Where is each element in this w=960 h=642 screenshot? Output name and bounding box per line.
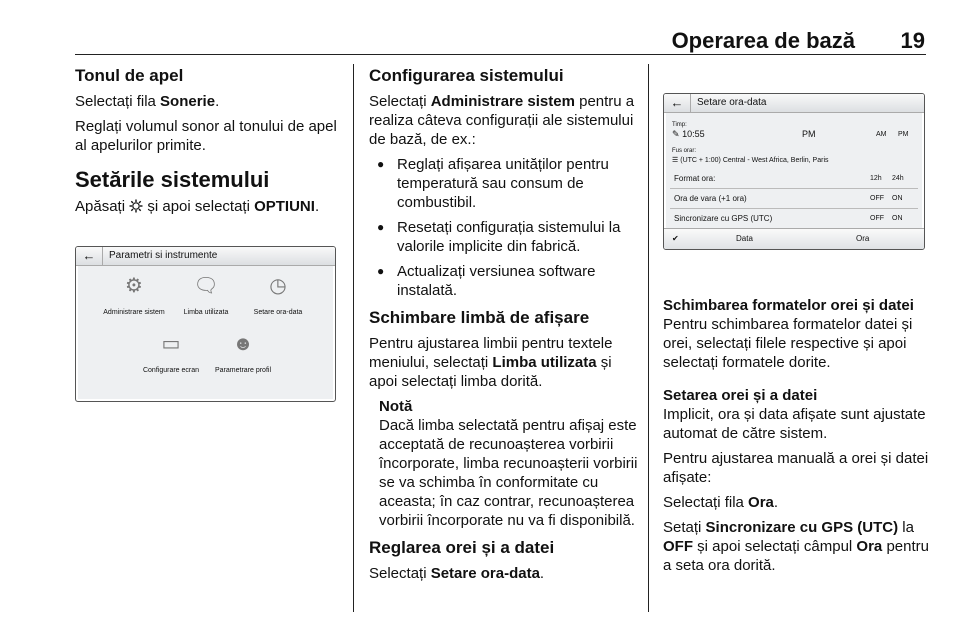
column-3 (663, 66, 935, 581)
tile-label: Administrare sistem (103, 309, 165, 316)
text: . (215, 93, 220, 110)
clock-icon: ◷ (269, 275, 287, 297)
term-off: OFF (663, 538, 693, 555)
text: Selectați fila (663, 494, 749, 511)
time-label: Timp: (672, 122, 687, 128)
checkmark-icon: ✔ (672, 234, 679, 243)
row-option-a: OFF (870, 195, 884, 202)
tile-label: Setare ora-data (253, 309, 303, 316)
tab-time: Ora (856, 234, 870, 243)
row-label: Ora de vara (+1 ora) (674, 194, 747, 203)
screen-title-bar (664, 94, 924, 113)
row-option-a: OFF (870, 215, 884, 222)
paragraph-formats: Pentru schimbarea formatelor datei și orei, selectați filele respective și apoi selectați formatele dorite. (663, 316, 913, 371)
text: la (898, 519, 914, 536)
text: Selectați (369, 93, 431, 110)
format-row (670, 170, 918, 189)
heading-set-time: Setarea orei și a datei (663, 387, 818, 404)
paragraph-select-time (369, 564, 641, 583)
text: Pentru ajustarea limbii pentru textele meniului, selectați (369, 335, 613, 371)
term-limba: Limba utilizata (492, 354, 597, 371)
term-sonerie: Sonerie (160, 93, 216, 110)
row-option-b: ON (892, 215, 903, 222)
text: . (314, 198, 320, 215)
text: pentru a realiza câteva configurații ale sistemului de bază, de ex.: (369, 93, 635, 148)
row-option-b: 24h (892, 175, 904, 182)
paragraph-select-tab (663, 493, 935, 512)
term-ora: Ora (748, 494, 774, 511)
list-item: ● Reglați afișarea unităților pentru temperatură sau consum de combustibil. (369, 155, 641, 212)
term-setare-ora: Setare ora-data (430, 565, 540, 582)
tile-system-admin (94, 277, 174, 322)
pm-option: PM (898, 131, 909, 138)
heading-system-config: Configurarea sistemului (369, 66, 564, 85)
row-label: Format ora: (674, 174, 716, 183)
row-option-b: ON (892, 195, 903, 202)
text: . (773, 494, 779, 511)
text: și apoi selectați limba dorită. (369, 354, 612, 390)
term-ora-field: Ora (856, 538, 883, 555)
speech-bubble-icon: 🗨 (193, 275, 219, 297)
timezone-label: Fus orar: (672, 148, 697, 154)
text: și apoi selectați câmpul (693, 538, 857, 555)
heading-ringtone: Tonul de apel (75, 66, 184, 85)
back-arrow-icon: ← (76, 247, 103, 265)
column-divider-1 (353, 64, 354, 612)
paragraph-gps-off (663, 518, 935, 575)
screen-footer (664, 228, 924, 249)
text: Selectați (369, 565, 431, 582)
paragraph-select-ringtone (75, 92, 347, 111)
note-body: Dacă limba selectată pentru afișaj este acceptată de recunoașterea vorbirii încorporate, limba recunoașterii vorbirii se va schimba în conformitate cu aceasta; în caz contrar, recunoașterea vorbirii încorporate nu va fi disponibilă. (379, 417, 638, 529)
screen-icon: ▭ (161, 333, 181, 355)
column-divider-2 (648, 64, 649, 612)
back-arrow-icon: ← (664, 94, 691, 112)
heading-formats: Schimbarea formatelor orei și datei (663, 297, 914, 314)
person-icon: ☻ (232, 333, 254, 355)
term-administrare: Administrare sistem (430, 93, 575, 110)
gear-icon (129, 198, 143, 215)
tab-date: Data (736, 234, 753, 243)
heading-system-settings: Setările sistemului (75, 167, 270, 192)
tile-language (166, 277, 246, 322)
column-1 (75, 66, 347, 402)
tile-label: Configurare ecran (142, 367, 200, 374)
tile-label: Parametrare profil (214, 367, 272, 374)
text: Selectați fila (75, 93, 161, 110)
list-item: ● Resetați configurația sistemului la valorile implicite din fabrică. (369, 218, 641, 256)
page-header (75, 28, 925, 52)
row-option-a: 12h (870, 175, 882, 182)
term-gps-sync: Sincronizare cu GPS (UTC) (705, 519, 899, 536)
list-icon: ☰ (672, 157, 679, 164)
screen-title-bar (76, 247, 335, 266)
paragraph-manual: Pentru ajustarea manuală a orei și datei afișate: (663, 450, 929, 486)
pm-value: PM (802, 129, 816, 139)
text: și apoi selectați (143, 198, 255, 215)
row-label: Sincronizare cu GPS (UTC) (674, 214, 773, 223)
tile-label: Limba utilizata (183, 309, 229, 316)
gps-sync-row (670, 210, 918, 229)
paragraph-language (369, 334, 641, 391)
tile-screen-config (131, 335, 211, 380)
time-value: 10:55 (682, 129, 705, 139)
paragraph-volume: Reglați volumul sonor al tonului de apel al apelurilor primite. (75, 118, 337, 154)
pencil-icon: ✎ (672, 129, 680, 139)
paragraph-default: Implicit, ora și data afișate sunt ajustate automat de către sistem. (663, 406, 926, 442)
paragraph-system-admin (369, 92, 641, 149)
settings-screen-image (75, 246, 336, 402)
text: Setați (663, 519, 706, 536)
time-date-screen-image (663, 93, 925, 250)
screen-title: Parametri si instrumente (109, 250, 218, 261)
page-title: Operarea de bază (671, 28, 855, 53)
bullet-list (369, 155, 641, 300)
text: Apăsați (75, 198, 130, 215)
timezone-value: (UTC + 1:00) Central - West Africa, Berlin, Paris (680, 157, 829, 164)
screen-title: Setare ora-data (697, 97, 767, 108)
list-item: ● Actualizați versiunea software instalată. (369, 262, 641, 300)
heading-set-time-date: Reglarea orei și a datei (369, 538, 555, 557)
tile-time-date (238, 277, 318, 322)
tile-profile (203, 335, 283, 380)
timezone-row (672, 151, 829, 170)
am-option: AM (876, 131, 887, 138)
note-title: Notă (379, 398, 413, 415)
paragraph-press-options (75, 197, 347, 216)
heading-change-language: Schimbare limbă de afișare (369, 308, 590, 327)
header-divider (75, 54, 926, 55)
column-2 (369, 66, 641, 589)
text: pentru a seta ora dorită. (663, 538, 929, 574)
text: . (539, 565, 545, 582)
term-optiuni: OPTIUNI (254, 198, 315, 215)
page-number: 19 (900, 28, 925, 53)
dst-row (670, 190, 918, 209)
gears-icon: ⚙ (125, 275, 143, 297)
note-box (369, 397, 641, 530)
